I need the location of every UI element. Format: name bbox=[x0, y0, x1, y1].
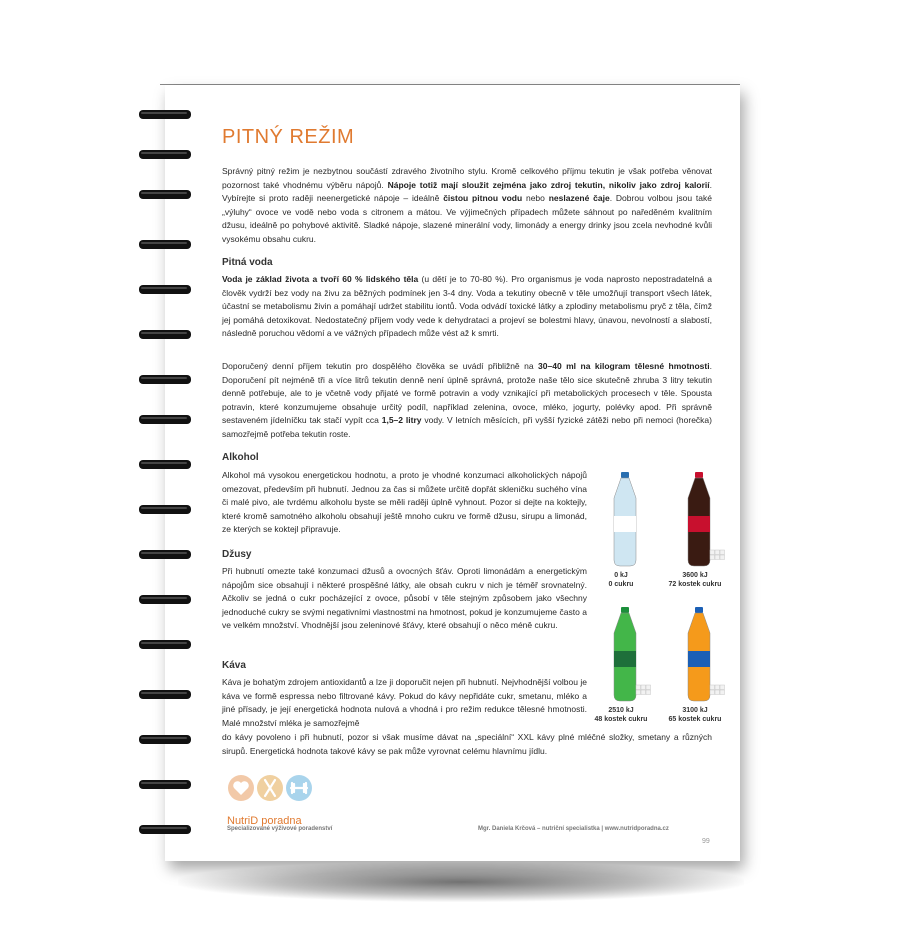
binding-ring bbox=[139, 285, 191, 294]
sugar-cube bbox=[710, 555, 715, 560]
binding-ring bbox=[139, 150, 191, 159]
dzusy-paragraph bbox=[222, 565, 587, 633]
binding-ring bbox=[139, 190, 191, 199]
drink-caption-water bbox=[586, 571, 656, 589]
drink-kj: 2510 kJ bbox=[608, 707, 634, 714]
bold-text: čistou pitnou vodu bbox=[443, 193, 523, 204]
drink-caption-fanta bbox=[660, 706, 730, 724]
logo-tagline: Specializované výživové poradenství bbox=[227, 826, 333, 832]
page-number: 99 bbox=[702, 838, 710, 845]
binding-ring bbox=[139, 825, 191, 834]
bottle-cap bbox=[695, 472, 703, 478]
sugar-cube bbox=[720, 690, 725, 695]
text-run: Alkohol má vysokou energetickou hodnotu, a proto je vhodné konzumaci alkoholických nápojů omezovat, především při hubnutí. Jednou za čas si můžete určitě dopřát skleničku suchého vína či malé pivo, ale tvrdému alkoholu byste se měli raději úplně vyhnout. Pozor si dejte na koktejly, které kromě samotného alkoholu obsahují ještě mnoho cukru ve formě džusu, sirupu a limonád, ze kterých se koktejl připravuje. bbox=[222, 470, 587, 535]
footer-author: Mgr. Daniela Krčová – nutriční specialistka | www.nutridporadna.cz bbox=[478, 826, 669, 832]
sugar-cube bbox=[710, 690, 715, 695]
text-run: nebo bbox=[522, 193, 549, 204]
binding-ring bbox=[139, 595, 191, 604]
intro-paragraph bbox=[222, 165, 712, 247]
bottle-cap bbox=[695, 607, 703, 613]
bottle-label bbox=[688, 516, 710, 532]
bottle-label bbox=[614, 651, 636, 667]
nutrid-logo bbox=[225, 770, 325, 827]
heading-pitna-voda: Pitná voda bbox=[222, 257, 273, 268]
sugar-cube bbox=[720, 685, 725, 690]
page-title: PITNÝ REŽIM bbox=[222, 126, 355, 148]
sugar-cube bbox=[710, 550, 715, 555]
text-run: Správný pitný režim je nezbytnou součástí zdravého životního stylu. Kromě celkového příjmu tekutin je však potřeba věnovat pozornost také vhodnému výběru nápojů. bbox=[222, 166, 712, 190]
bottle-cap bbox=[621, 607, 629, 613]
drink-kj: 0 kJ bbox=[614, 572, 628, 579]
sugar-cube bbox=[715, 550, 720, 555]
sugar-cube bbox=[715, 685, 720, 690]
kava-paragraph-2 bbox=[222, 731, 712, 758]
drink-caption-cola bbox=[660, 571, 730, 589]
text-run: Doporučený denní příjem tekutin pro dospělého člověka se uvádí přibližně na bbox=[222, 361, 539, 371]
sugar-cube bbox=[641, 685, 646, 690]
heading-dzusy: Džusy bbox=[222, 549, 252, 560]
binding-ring bbox=[139, 690, 191, 699]
page-shadow bbox=[178, 862, 744, 902]
sugar-cube bbox=[720, 555, 725, 560]
binding-ring bbox=[139, 550, 191, 559]
bold-text: Nápoje totiž mají sloužit zejména jako zdroj tekutin, nikoliv jako zdroj kalorií bbox=[387, 179, 710, 190]
bottle-label bbox=[614, 516, 636, 532]
kava-paragraph-1 bbox=[222, 676, 587, 730]
heading-kava: Káva bbox=[222, 660, 246, 671]
sugar-cube bbox=[646, 690, 651, 695]
sugar-cube bbox=[636, 690, 641, 695]
binding-ring bbox=[139, 330, 191, 339]
voda-paragraph-2 bbox=[222, 360, 712, 442]
drink-sugar: 48 kostek cukru bbox=[594, 716, 648, 723]
sugar-cube bbox=[720, 550, 725, 555]
bold-text: 1,5–2 litry bbox=[381, 415, 422, 426]
drink-caption-sprite bbox=[586, 706, 656, 724]
text-run: vody. V letních měsících, při vyšší fyzické zátěži nebo při nemoci (horečka) samozřejmě potřeba tekutin roste. bbox=[222, 415, 712, 439]
bottle-label bbox=[688, 651, 710, 667]
drink-sugar: 65 kostek cukru bbox=[668, 716, 722, 723]
binding-ring bbox=[139, 735, 191, 744]
binding-ring bbox=[139, 460, 191, 469]
binding-ring bbox=[139, 375, 191, 384]
heading-alkohol: Alkohol bbox=[222, 452, 259, 463]
text-run: . Doporučení pít nejméně tři a více litrů tekutin denně není úplně správná, protože naše tělo sice skutečně zhruba 3 litry tekutin denně potřebuje, ale to je včetně vody přijaté ve formě potravin a vody vznikající při metabolických procesech v těle. Spousta potravin, které konzumujeme obsahuje určitý podíl, například zelenina, ovoce, mléko, jogurty, polévky apod. Při správně sestaveném jídelníčku tak stačí vypít cca bbox=[222, 361, 712, 426]
bottle-cap bbox=[621, 472, 629, 478]
text-run: Káva je bohatým zdrojem antioxidantů a lze ji doporučit nejen při hubnutí. Nejvhodnější volbou je káva ve formě espressa nebo filtrované kávy. Pokud do kávy nepřidáte cukr, smetanu, mléko a jiné přísady, je její energetická hodnota nulová a vhodná i pro režim redukce tělesné hmotnosti. Malé množství mléka je samozřejmě bbox=[222, 677, 587, 728]
bold-text: 30–40 ml na kilogram tělesné hmotnosti bbox=[538, 361, 710, 371]
sugar-cube bbox=[641, 690, 646, 695]
logo-icons bbox=[225, 770, 325, 810]
logo-name: NutriD poradna bbox=[227, 815, 302, 827]
text-run: do kávy povoleno i při hubnutí, pozor si však musíme dávat na „speciální“ XXL kávy plné mléčné složky, smetany a různých sirupů. Energetická hodnota takové kávy se pak může vyrovnat celému hlavnímu jídlu. bbox=[222, 732, 712, 756]
binding-ring bbox=[139, 505, 191, 514]
text-run: . Dobrou volbou jsou také „výluhy“ ovoce ve vodě nebo voda s citronem a mátou. Ve výjimečných případech můžete sáhnout po naředěném kvalitním džusu, ideálně po pohybové aktivitě. Sladké nápoje, slazené minerální vody, limonády a energy drinky jsou zcela nevhodné kvůli vysokému obsahu cukru. bbox=[222, 193, 712, 244]
binding-ring bbox=[139, 415, 191, 424]
sugar-cube bbox=[715, 690, 720, 695]
alkohol-paragraph bbox=[222, 469, 587, 537]
binding-ring bbox=[139, 240, 191, 249]
binding-ring bbox=[139, 110, 191, 119]
drinks-comparison-image bbox=[594, 470, 738, 730]
drink-kj: 3600 kJ bbox=[682, 572, 708, 579]
sugar-cube bbox=[636, 685, 641, 690]
drink-kj: 3100 kJ bbox=[682, 707, 708, 714]
drink-sugar: 0 cukru bbox=[608, 581, 634, 588]
binding-ring bbox=[139, 780, 191, 789]
sugar-cube bbox=[646, 685, 651, 690]
drink-sugar: 72 kostek cukru bbox=[668, 581, 722, 588]
sugar-cube bbox=[715, 555, 720, 560]
voda-paragraph-1 bbox=[222, 273, 712, 341]
text-run: Při hubnutí omezte také konzumaci džusů a ovocných šťáv. Oproti limonádám a energetickým nápojům sice obsahují i některé prospěšné látky, ale obsah cukru v nich je téměř srovnatelný. Ačkoliv se jedná o cukr pocházející z ovoce, působí v těle stejným způsobem jako všechny jednoduché cukry se svými negativními vlastnostmi na hmotnost, pokud je konzumujeme často a ve velkém množství. Vhodnější jsou zeleninové šťávy, které obsahují o něco méně cukru. bbox=[222, 566, 587, 631]
drinks-graphic bbox=[598, 470, 738, 730]
text-run: (u dětí je to 70-80 %). Pro organismus je voda naprosto nepostradatelná a člověk vydrží bez vody na živu za běžných podmínek jen 3-4 dny. Voda a tekutiny obecně v těle umožňují transport všech látek, účastní se metabolismu živin a pomáhají udržet stabilitu iontů. Voda odvádí toxické látky a zplodiny metabolismu pryč z těla, čímž jej pomáhá detoxikovat. Nedostatečný příjem vody vede k dehydrataci a projeví se bolestmi hlavy, únavou, nevolností a slabostí, následně poruchou vědomí a ve vážných případech může vést až k smrti. bbox=[222, 274, 712, 339]
bold-text: Voda je základ života a tvoří 60 % lidského těla bbox=[222, 274, 419, 284]
bold-text: neslazené čaje bbox=[548, 193, 610, 204]
binding-ring bbox=[139, 640, 191, 649]
sugar-cube bbox=[710, 685, 715, 690]
text-run: . Vybírejte si proto raději neenergetické nápoje – ideálně bbox=[222, 179, 713, 204]
